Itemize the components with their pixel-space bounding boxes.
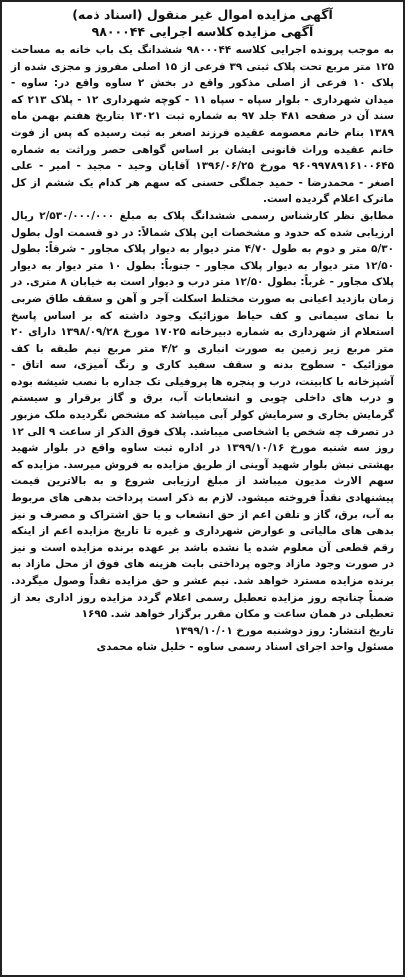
notice-title: آگهی مزایده اموال غیر منقول (اسناد ذمه) <box>72 7 333 22</box>
notice-paragraph-1: به موجب پرونده اجرایی کلاسه ۹۸۰۰۰۴۴ ششدانگ یک باب خانه به مساحت ۱۲۵ متر مربع تحت پلاک ثبتی ۳۹ فرعی از ۱۵ اصلی مفروز و مجزی شده از پلاک ۱۰ فرعی از اصلی مذکور واقع در بخش ۲ ساوه واقع در: ساوه - میدان شهرداری - بلوار سپاه - سپاه ۱۱ - کوچه شهرداری ۱۲ - پلاک ۲۱۳ که سند آن در صفحه ۴۸۱ جلد ۹۷ به شماره ثبت ۱۳۰۲۱ بتاریخ هفتم بهمن ماه ۱۳۸۹ بنام خانم معصومه عقیده فرزند اصغر به ثبت رسیده که پس از فوت خانم عقیده وراث قانونی ایشان بر اساس گواهی حصر وراثت به شماره ۹۶۰۹۹۷۸۹۱۶۱۰۰۶۴۵ مورخ ۱۳۹۶/۰۶/۲۵ آقایان وحید - مجید - امیر - علی اصغر - محمدرضا - حمید جملگی حسنی که سهم هر کدام یک ششم از کل ماترک اعلام گردیده است. <box>11 44 395 206</box>
publish-date: تاریخ انتشار: روز دوشنبه مورخ ۱۳۹۹/۱۰/۰۱ <box>174 624 394 637</box>
notice-body <box>11 42 394 656</box>
notice-subtitle: آگهی مزایده کلاسه اجرایی ۹۸۰۰۰۴۴ <box>91 24 314 39</box>
signature: مسئول واحد اجرای اسناد رسمی ساوه - خلیل شاه محمدی <box>96 641 394 654</box>
notice-paragraph-2: مطابق نظر کارشناس رسمی ششدانگ پلاک به مبلغ ۲/۵۳۰/۰۰۰/۰۰۰ ریال ارزیابی شده که حدود و مشخصات این پلاک شمالاً: در دو قسمت اول بطول ۵/۳۰ متر و دوم به طول ۴/۷۰ متر دیوار به دیوار پلاک مجاور - شرقاً: بطول ۱۲/۵۰ متر دیوار به دیوار پلاک مجاور - جنوباً: بطول ۱۰ متر دیوار به دیوار پلاک مجاور - غرباً: بطول ۱۲/۵۰ متر درب و دیوار است به خیابان ۸ متری. در زمان بازدید اعیانی به صورت مختلط اسکلت آجر و آهن و سقف طاق ضربی با نمای سیمانی و کف حیاط موزائیک وجود داشته که بر اساس پاسخ استعلام از شهرداری به شماره دبیرخانه ۱۷۰۲۵ مورخ ۱۳۹۸/۰۹/۲۸ دارای ۲۰ متر مربع زیر زمین به صورت انباری و ۴/۲ متر مربع نیم طبقه با کف موزائیک - سطوح بدنه و سقف سفید کاری و رنگ آمیزی، سه اتاق - آشپزخانه با کابینت، درب و پنجره ها پروفیلی تک جداره با نصب شیشه بوده و درب های داخلی چوبی و انشعابات آب، برق و گاز برقرار و سیستم گرمایش بخاری و سرمایش کولر آبی میباشد که مشخص نگردیده ملک مزبور در تصرف چه شخص یا اشخاصی میباشد. پلاک فوق الذکر از ساعت ۹ الی ۱۲ روز سه شنبه مورخ ۱۳۹۹/۱۰/۱۶ در اداره ثبت ساوه واقع در بلوار شهید بهشتی نبش بلوار شهید آوینی از طریق مزایده به فروش میرسد. مزایده که سهم الارث مدیون میباشد از مبلغ ارزیابی شروع و به بالاترین قیمت پیشنهادی نقداً فروخته میشود. لازم به ذکر است پرداخت بدهی های مربوط به آب، برق، گاز و تلفن اعم از حق انشعاب و یا حق اشتراک و مصرف و نیز بدهی های مالیاتی و عوارض شهرداری و غیره تا تاریخ مزایده اعم از اینکه رقم قطعی آن معلوم شده یا نشده باشد بر عهده برنده مزایده است و نیز در صورت وجود مازاد وجوه پرداختی بابت هزینه های فوق از محل مازاد به برنده مزایده مسترد خواهد شد. نیم عشر و حق مزایده نقداً وصول میگردد. ضمناً چنانچه روز مزایده تعطیل رسمی اعلام گردد مزایده روز اداری بعد از تعطیلی در همان ساعت و مکان مقرر برگزار خواهد شد. ۱۶۹۵ <box>11 209 394 621</box>
